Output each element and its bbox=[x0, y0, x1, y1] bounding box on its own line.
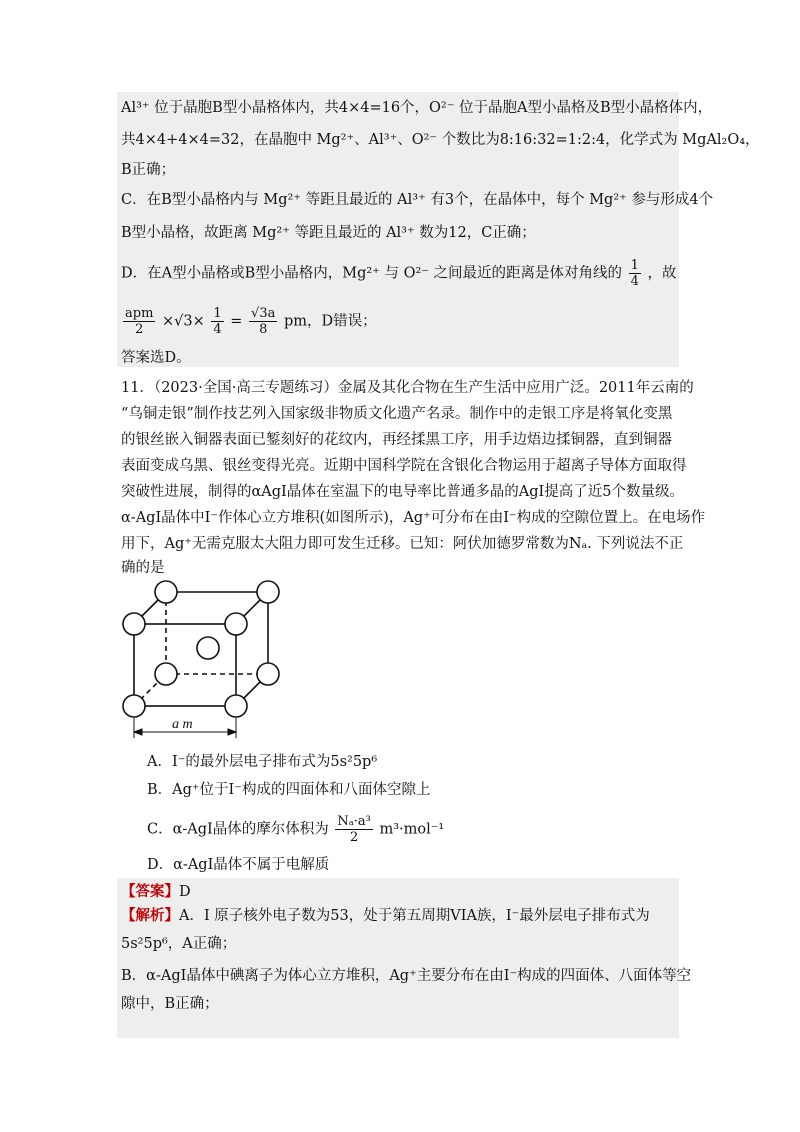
text-line: 共4×4+4×4=32，在晶胞中 Mg²⁺、Al³⁺、O²⁻ 个数比为8:16:32=1:2:4，化学式为 MgAl₂O₄， bbox=[121, 132, 760, 148]
question-line: 突破性进展，制得的αAgI晶体在室温下的电导率比普通多晶的AgI提高了近5个数量级。 bbox=[121, 484, 684, 500]
text-line: C．在B型小晶格内与 Mg²⁺ 等距且最近的 Al³⁺ 有3个，在晶体中，每个 Mg²⁺ 参与形成4个 bbox=[121, 192, 714, 208]
analysis-line: B．α-AgI晶体中碘离子为体心立方堆积，Ag⁺主要分布在由I⁻构成的四面体、八面体等空 bbox=[121, 968, 692, 984]
analysis-line: 5s²5p⁶，A正确； bbox=[121, 936, 237, 952]
text-line: D．在A型小晶格或B型小晶格内，Mg²⁺ 与 O²⁻ 之间最近的距离是体对角线的 $\frac{1}{4}$ ，故 bbox=[121, 258, 677, 289]
atom bbox=[155, 581, 177, 603]
atom bbox=[123, 613, 145, 635]
analysis-tag: 【解析】 bbox=[121, 907, 179, 924]
option-c: C．α-AgI晶体的摩尔体积为 $\frac{\text{Nₐ·a³}}{2}$ m³·mol⁻¹ bbox=[147, 814, 445, 845]
question-line: 11．（2023·全国·高三专题练习）金属及其化合物在生产生活中应用广泛。2011年云南的 bbox=[121, 380, 694, 396]
text-line: B型小晶格，故距离 Mg²⁺ 等距且最近的 Al³⁺ 数为12，C正确； bbox=[121, 225, 536, 241]
fraction: $\frac{√3a}{8}$ bbox=[251, 306, 276, 337]
answer-tag: 【答案】 bbox=[121, 883, 179, 900]
atom bbox=[257, 581, 279, 603]
lattice-constant-label: a m bbox=[172, 717, 193, 732]
answer-block bbox=[117, 878, 679, 1038]
chem-formula: MgAl₂O₄， bbox=[682, 132, 760, 148]
analysis-line: 隙中，B正确； bbox=[121, 996, 219, 1012]
question-line: α-AgI晶体中I⁻作体心立方堆积(如图所示)，Ag⁺可分布在由I⁻构成的空隙位置上。在电场作 bbox=[121, 510, 706, 526]
answer-line: 【答案】D bbox=[121, 883, 191, 900]
question-line: “乌铜走银”制作技艺列入国家级非物质文化遗产名录。制作中的走银工序是将氧化变黑 bbox=[121, 406, 673, 422]
fraction: $\frac{\text{Nₐ·a³}}{2}$ bbox=[337, 814, 371, 845]
atom-body-center bbox=[197, 637, 219, 659]
fraction: $\frac{1}{4}$ bbox=[630, 258, 639, 289]
atom bbox=[225, 613, 247, 635]
question-line: 确的是 bbox=[121, 560, 165, 576]
option-b: B．Ag⁺位于I⁻构成的四面体和八面体空隙上 bbox=[147, 782, 431, 798]
option-d: D．α-AgI晶体不属于电解质 bbox=[147, 857, 330, 873]
atom bbox=[257, 663, 279, 685]
text-line: B正确； bbox=[121, 162, 176, 178]
bcc-lattice-diagram bbox=[118, 572, 288, 744]
question-line: 的银丝嵌入铜器表面已錾刻好的花纹内，再经揉黑工序，用手边焐边揉铜器，直到铜器 bbox=[121, 432, 672, 448]
atom bbox=[123, 695, 145, 717]
text-line: 答案选D。 bbox=[121, 350, 191, 366]
atom bbox=[155, 663, 177, 685]
option-a: A．I⁻的最外层电子排布式为5s²5p⁶ bbox=[147, 754, 378, 770]
atom bbox=[225, 695, 247, 717]
fraction: $\frac{1}{4}$ bbox=[213, 306, 222, 337]
analysis-line: 【解析】A．I 原子核外电子数为53，处于第五周期VIA族，I⁻最外层电子排布式为 bbox=[121, 907, 650, 924]
formula-line: $\frac{\text{apm}}{2}$ ×√3× $\frac{1}{4}$ = $\frac{√3a}{8}$ pm，D错误； bbox=[125, 306, 377, 337]
text-line: Al³⁺ 位于晶胞B型小晶格体内，共4×4=16个，O²⁻ 位于晶胞A型小晶格及B型小晶格体内， bbox=[121, 100, 713, 116]
question-line: 用下，Ag⁺无需克服太大阻力即可发生迁移。已知：阿伏加德罗常数为Nₐ. 下列说法不正 bbox=[121, 536, 684, 552]
question-line: 表面变成乌黑、银丝变得光亮。近期中国科学院在含银化合物运用于超离子导体方面取得 bbox=[121, 458, 687, 474]
fraction: $\frac{\text{apm}}{2}$ bbox=[125, 306, 154, 337]
